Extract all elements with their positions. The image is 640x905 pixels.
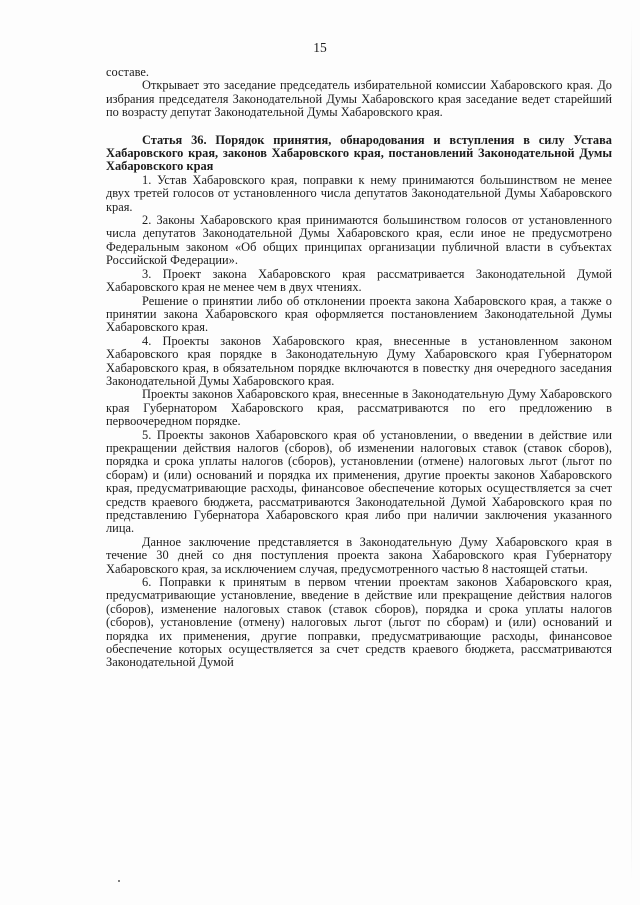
article-item-4: 4. Проекты законов Хабаровского края, внесенные в установленном законом Хабаровского края порядке в Законодательную Думу Хабаровского края Губернатором Хабаровского края, в обязательном порядке включаются в повестку дня очередного заседания Законодательной Думы Хабаровского края. — [106, 333, 612, 388]
article-item-5: 5. Проекты законов Хабаровского края об установлении, о введении в действие или прекращении действия налогов (сборов), об изменении налоговых ставок (ставок сборов), порядка и срока уплаты налогов (сборов), установлении (отмене) налоговых льгот (льгот по сборам) и (или) оснований и порядка их применения, другие проекты законов Хабаровского края, предусматривающие расходы, финансовое обеспечение которых осуществляется за счет средств краевого бюджета, рассматриваются Законодательной Думой Хабаровского края по представлению Губернатора Хабаровского края либо при наличии заключения указанного лица. — [106, 427, 612, 536]
article-item-1: 1. Устав Хабаровского края, поправки к нему принимаются большинством не менее двух третей голосов от установленного числа депутатов Законодательной Думы Хабаровского края. — [106, 172, 612, 214]
article-item-2: 2. Законы Хабаровского края принимаются большинством голосов от установленного числа депутатов Законодательной Думы Хабаровского края, если иное не предусмотрено Федеральным законом «Об общих принципах организации публичной власти в субъектах Российской Федерации». — [106, 213, 612, 268]
article-item-3-continuation: Решение о принятии либо об отклонении проекта закона Хабаровского края, а также о принятии закона Хабаровского края оформляется постановлением Законодательной Думы Хабаровского края. — [106, 293, 612, 335]
paragraph-continuation: составе. — [106, 65, 149, 79]
paragraph-session-opening: Открывает это заседание председатель избирательной комиссии Хабаровского края. До избрания председателя Законодательной Думы Хабаровского края заседание ведет старейший по возрасту депутат Законодательной Думы Хабаровского края. — [106, 78, 612, 120]
page-number: 15 — [313, 40, 327, 55]
article-item-5-continuation: Данное заключение представляется в Законодательную Думу Хабаровского края в течение 30 дней со дня поступления проекта закона Хабаровского края Губернатору Хабаровского края, за исключением случая, предусмотренного частью 8 настоящей статьи. — [106, 534, 612, 576]
scan-edge-line — [631, 20, 632, 880]
article-item-3: 3. Проект закона Хабаровского края рассматривается Законодательной Думой Хабаровского края не менее чем в двух чтениях. — [106, 266, 612, 295]
article-item-4-continuation: Проекты законов Хабаровского края, внесенные в Законодательную Думу Хабаровского края Губернатором Хабаровского края, рассматриваются по его предложению в первоочередном порядке. — [106, 387, 612, 429]
scan-speck — [118, 880, 120, 882]
page-body — [106, 66, 612, 670]
article-heading: Статья 36. Порядок принятия, обнародования и вступления в силу Устава Хабаровского края, законов Хабаровского края, постановлений Законодательной Думы Хабаровского края — [106, 132, 612, 174]
article-item-6: 6. Поправки к принятым в первом чтении проектам законов Хабаровского края, предусматривающие установление, введение в действие или прекращение действия налогов (сборов), изменение налоговых ставок (ставок сборов), порядка и срока уплаты налогов (сборов), установление (отмену) налоговых льгот (льгот по сборам) и (или) оснований и порядка их применения, другие поправки, предусматривающие расходы, финансовое обеспечение которых осуществляется за счет средств краевого бюджета, рассматриваются Законодательной Думой — [106, 575, 612, 670]
